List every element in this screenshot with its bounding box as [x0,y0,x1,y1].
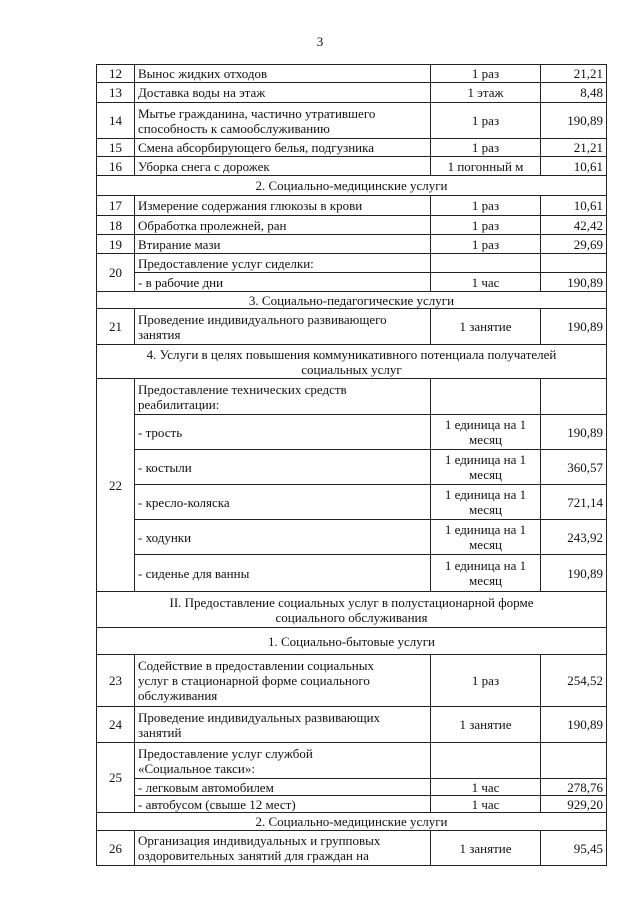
section-row [97,292,607,309]
table-row [97,216,607,235]
empty-cell [541,254,607,273]
table-row [97,707,607,743]
section-row [97,628,607,655]
service-group-header [135,743,431,779]
table-subrow [97,415,607,450]
service-name [135,655,431,707]
row-number: 19 [97,235,135,254]
table-row [97,743,607,779]
table-row [97,309,607,345]
service-name: - ходунки [135,520,431,555]
service-name: Измерение содержания глюкозы в крови [135,196,431,216]
table-subrow [97,796,607,813]
service-unit-line: 1 единица на 1 [444,522,527,537]
service-unit: 1 этаж [431,83,541,103]
section-heading: 2. Социально-медицинские услуги [97,813,607,831]
service-price: 42,42 [541,216,607,235]
table-subrow [97,450,607,485]
empty-cell [541,743,607,779]
empty-cell [431,254,541,273]
table-row [97,83,607,103]
service-price: 29,69 [541,235,607,254]
table-subrow [97,485,607,520]
service-unit [431,415,541,450]
row-number: 17 [97,196,135,216]
service-name: Вынос жидких отходов [135,65,431,83]
service-price: 21,21 [541,65,607,83]
service-name: - костыли [135,450,431,485]
service-name [135,103,431,139]
service-group-header [135,379,431,415]
service-unit: 1 занятие [431,831,541,866]
service-unit-line: 1 единица на 1 [444,487,527,502]
section-heading-line: 4. Услуги в целях повышения коммуникативного потенциала получателей [146,346,557,362]
service-unit: 1 раз [431,139,541,157]
service-group-header-line: Предоставление услуг службой [138,745,313,761]
section-row [97,345,607,379]
service-name: - трость [135,415,431,450]
service-unit: 1 погонный м [431,157,541,176]
service-unit: 1 раз [431,216,541,235]
row-number: 20 [97,254,135,292]
table-subrow [97,520,607,555]
table-subrow [97,273,607,292]
service-unit-line: 1 единица на 1 [444,558,527,573]
service-name-line: Проведение индивидуального развивающего [138,311,387,327]
tariff-table [96,64,607,866]
empty-cell [541,379,607,415]
service-price: 10,61 [541,196,607,216]
section-heading-line: социального обслуживания [275,609,428,625]
service-name-line: Мытье гражданина, частично утратившего [138,105,376,121]
service-group-header-line: реабилитации: [138,396,220,412]
table-row [97,379,607,415]
service-name-line: занятий [138,724,182,740]
service-price: 95,45 [541,831,607,866]
table-row [97,139,607,157]
table-row [97,831,607,866]
row-number: 26 [97,831,135,866]
service-name: - легковым автомобилем [135,779,431,796]
service-name: Уборка снега с дорожек [135,157,431,176]
service-name: Доставка воды на этаж [135,83,431,103]
table-row [97,235,607,254]
service-name-line: Организация индивидуальных и групповых [138,833,381,848]
section-heading-line: социальных услуг [301,361,402,377]
row-number: 13 [97,83,135,103]
service-price: 190,89 [541,273,607,292]
page-number: 3 [316,34,324,49]
service-name-line: обслуживания [138,688,218,703]
service-unit-line: месяц [468,537,503,552]
service-unit: 1 раз [431,655,541,707]
service-price: 278,76 [541,779,607,796]
service-name: Втирание мази [135,235,431,254]
service-unit: 1 раз [431,196,541,216]
table-row [97,254,607,273]
service-name-line: занятия [138,326,181,342]
service-name [135,831,431,866]
service-price: 10,61 [541,157,607,176]
service-unit-line: 1 единица на 1 [444,452,527,467]
service-unit-line: месяц [468,502,503,517]
service-name [135,309,431,345]
service-price: 190,89 [541,555,607,592]
service-name: - кресло-коляска [135,485,431,520]
section-row [97,813,607,831]
table-subrow [97,555,607,592]
table-row [97,103,607,139]
section-row [97,592,607,628]
service-name: Смена абсорбирующего белья, подгузника [135,139,431,157]
service-group-header: Предоставление услуг сиделки: [135,254,431,273]
row-number: 21 [97,309,135,345]
service-name [135,707,431,743]
service-unit: 1 занятие [431,309,541,345]
row-number: 15 [97,139,135,157]
service-unit [431,485,541,520]
row-number: 14 [97,103,135,139]
service-price: 190,89 [541,415,607,450]
table-row [97,196,607,216]
section-heading: 2. Социально-медицинские услуги [97,176,607,196]
service-price: 190,89 [541,103,607,139]
service-name: - автобусом (свыше 12 мест) [135,796,431,813]
service-unit [431,450,541,485]
service-name-line: Содействие в предоставлении социальных [138,658,374,673]
table-row [97,655,607,707]
service-price: 721,14 [541,485,607,520]
table-row [97,157,607,176]
service-unit: 1 час [431,796,541,813]
service-name-line: оздоровительных занятий для граждан на [138,848,369,863]
table-subrow [97,779,607,796]
section-heading: 3. Социально-педагогические услуги [97,292,607,309]
row-number: 12 [97,65,135,83]
section-heading-line: II. Предоставление социальных услуг в полустационарной форме [169,594,534,610]
service-name: - сиденье для ванны [135,555,431,592]
service-unit-line: 1 единица на 1 [444,417,527,432]
section-row [97,176,607,196]
service-unit: 1 раз [431,103,541,139]
service-price: 8,48 [541,83,607,103]
service-unit [431,555,541,592]
service-name: Обработка пролежней, ран [135,216,431,235]
section-heading [97,345,607,379]
service-unit: 1 час [431,779,541,796]
service-price: 254,52 [541,655,607,707]
service-name-line: Проведение индивидуальных развивающих [138,709,381,725]
service-name-line: услуг в стационарной форме социального [138,673,370,688]
empty-cell [431,379,541,415]
row-number: 16 [97,157,135,176]
row-number: 24 [97,707,135,743]
service-unit-line: месяц [468,432,503,447]
row-number: 22 [97,379,135,592]
row-number: 18 [97,216,135,235]
section-heading [97,592,607,628]
section-heading: 1. Социально-бытовые услуги [97,628,607,655]
service-unit-line: месяц [468,573,503,588]
service-price: 21,21 [541,139,607,157]
row-number: 25 [97,743,135,813]
service-price: 929,20 [541,796,607,813]
service-group-header-line: «Социальное такси»: [138,760,255,776]
service-unit: 1 занятие [431,707,541,743]
service-unit [431,520,541,555]
service-unit: 1 час [431,273,541,292]
empty-cell [431,743,541,779]
service-price: 360,57 [541,450,607,485]
service-unit-line: месяц [468,467,503,482]
service-group-header-line: Предоставление технических средств [138,381,347,397]
service-price: 243,92 [541,520,607,555]
service-unit: 1 раз [431,235,541,254]
table-row [97,65,607,83]
service-price: 190,89 [541,707,607,743]
service-name-line: способность к самообслуживанию [138,120,330,136]
row-number: 23 [97,655,135,707]
service-name: - в рабочие дни [135,273,431,292]
service-unit: 1 раз [431,65,541,83]
service-price: 190,89 [541,309,607,345]
